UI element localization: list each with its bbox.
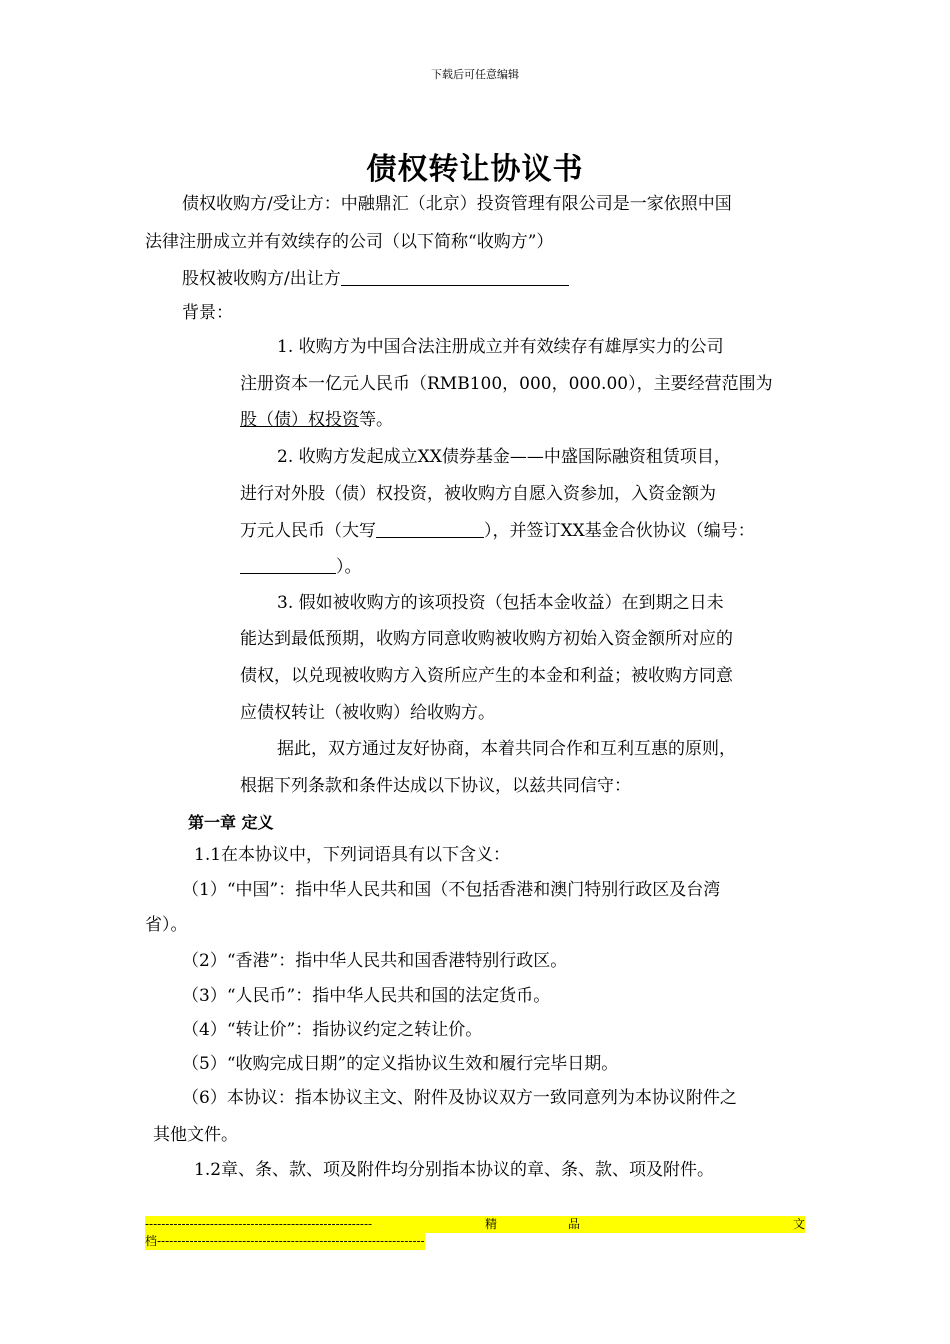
item3-line4: 应债权转让（被收购）给收购方。 [240, 703, 495, 723]
footer-banner [145, 1216, 805, 1233]
party-b-line [182, 268, 569, 289]
item2-line1: 2. 收购方发起成立XX债券基金——中盛国际融资租赁项目， [277, 447, 731, 467]
chapter-1-heading: 第一章 定义 [188, 813, 274, 832]
agreement-number-blank[interactable] [240, 556, 336, 574]
item3-line3: 债权，以兑现被收购方入资所应产生的本金和利益；被收购方同意 [240, 666, 733, 686]
footer-char-3: 文 [793, 1217, 806, 1231]
definition-5: （5）“收购完成日期”的定义指协议生效和履行完毕日期。 [182, 1054, 619, 1074]
item3-line1: 3. 假如被收购方的该项投资（包括本金收益）在到期之日未 [277, 593, 724, 613]
background-label: 背景： [182, 303, 233, 323]
definition-1-line2: 省）。 [145, 915, 188, 935]
item2-line4 [240, 556, 362, 577]
item1-line3-rest: 等。 [359, 410, 393, 430]
party-b-blank[interactable] [341, 268, 569, 286]
definition-3: （3）“人民币”：指中华人民共和国的法定货币。 [182, 986, 551, 1006]
item1-line1: 1. 收购方为中国合法注册成立并有效续存有雄厚实力的公司 [277, 337, 724, 357]
definition-1-line1: （1）“中国”：指中华人民共和国（不包括香港和澳门特别行政区及台湾 [182, 880, 721, 900]
item1-line2: 注册资本一亿元人民币（RMB100，000，000.00），主要经营范围为 [240, 374, 773, 394]
party-a-line1: 债权收购方/受让方：中融鼎汇（北京）投资管理有限公司是一家依照中国 [182, 194, 732, 214]
definition-intro: 1.1在本协议中，下列词语具有以下含义： [194, 845, 511, 865]
item2-line3 [240, 520, 755, 541]
definition-6-line2: 其他文件。 [153, 1125, 238, 1145]
definition-2: （2）“香港”：指中华人民共和国香港特别行政区。 [182, 951, 568, 971]
definition-6-line1: （6）本协议：指本协议主文、附件及协议双方一致同意列为本协议附件之 [182, 1088, 737, 1108]
clause-1-2: 1.2章、条、款、项及附件均分别指本协议的章、条、款、项及附件。 [194, 1160, 715, 1180]
footer-dashes: -------------------------------------------------------- [145, 1217, 373, 1231]
item3-line2: 能达到最低预期，收购方同意收购被收购方初始入资金额所对应的 [240, 629, 733, 649]
definition-4: （4）“转让价”：指协议约定之转让价。 [182, 1020, 483, 1040]
item2-line2: 进行对外股（债）权投资，被收购方自愿入资参加，入资金额为 [240, 484, 716, 504]
party-b-label: 股权被收购方/出让方 [182, 269, 341, 289]
item1-line3 [240, 410, 393, 430]
document-title: 债权转让协议书 [366, 152, 584, 187]
party-a-line2: 法律注册成立并有效续存的公司（以下简称“收购方”） [145, 232, 554, 252]
item2-line3-post: ），并签订XX基金合伙协议（编号： [484, 521, 755, 541]
agree-line1: 据此，双方通过友好协商，本着共同合作和互利互惠的原则， [277, 739, 736, 759]
page-header: 下载后可任意编辑 [431, 68, 519, 81]
footer-char-2: 品 [568, 1217, 581, 1231]
footer-line-2: 档------------------------------------------------------------------ [145, 1234, 425, 1248]
amount-uppercase-blank[interactable] [376, 520, 484, 538]
item2-line3-pre: 万元人民币（大写 [240, 521, 376, 541]
footer-char-1: 精 [485, 1217, 498, 1231]
business-scope: 股（债）权投资 [240, 410, 359, 430]
agree-line2: 根据下列条款和条件达成以下协议，以兹共同信守： [240, 776, 631, 796]
item2-line4-post: ）。 [336, 557, 362, 577]
